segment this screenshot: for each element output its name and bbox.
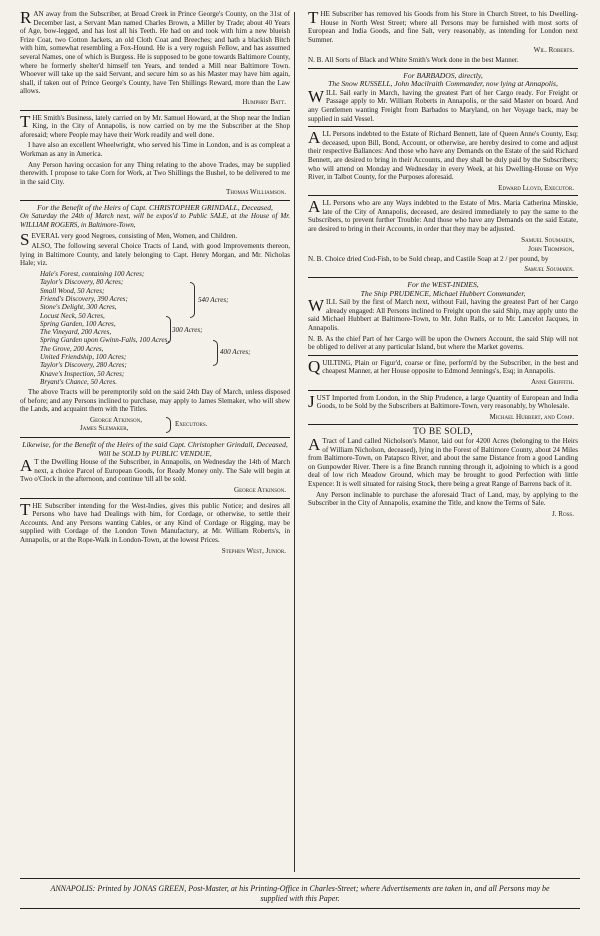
divider (20, 498, 290, 499)
brace (166, 417, 171, 433)
divider (308, 195, 578, 196)
bennett-ad (308, 130, 578, 192)
tract-item: United Friendship, 100 Acres; (40, 353, 127, 361)
tract-list (20, 270, 290, 386)
executors-label: Executors. (175, 419, 208, 428)
imprint: ANNAPOLIS: Printed by JONAS GREEN, Post-Master, at his Printing-Office in Charles-Street; where Advertisements are taken in, and all Persons may be supplied with this Paper. (50, 884, 550, 903)
barbados-ship: The Snow RUSSELL, John Macilraith Commander, now lying at Annapolis, (328, 79, 558, 89)
minskie-signature: Samuel Soumaien, (521, 235, 574, 244)
tract-item: Spring Garden, 100 Acres, (40, 319, 116, 328)
tract-item: Taylor's Discovery, 80 Acres; (40, 278, 124, 287)
tract-item: Bryant's Chance, 50 Acres. (40, 377, 117, 386)
divider (308, 424, 578, 425)
grindall-closing: The above Tracts will be peremptorily sold on the said 24th Day of March, unless disposed of before; and any Persons inclined to purchase, may apply to James Slemaker, who will shew the Lands, and acquaint them with the Titles. (20, 388, 290, 414)
grindall-heading: For the Benefit of the Heirs of Capt. CHRISTOPHER GRINDALL, Deceased, (37, 202, 273, 212)
tract-item: Locust Neck, 50 Acres, (40, 311, 105, 320)
tract-item: Knave's Inspection, 50 Acres; (40, 369, 125, 378)
prudence-ad (308, 281, 578, 352)
divider (308, 390, 578, 391)
left-column (20, 10, 290, 558)
smith-text-2: I have also an excellent Wheelwright, who served his Time in London, and is as compleat a Workman as any in America. (20, 141, 290, 158)
vendue-signature: George Atkinson. (233, 485, 286, 494)
divider (20, 110, 290, 111)
roberts-ad (308, 10, 578, 65)
grindall-ad (20, 204, 290, 434)
vendue-heading: Likewise, for the Benefit of the Heirs of the said Capt. Christopher Grindall, Deceased, (22, 439, 288, 449)
smith-signature: Thomas Williamson. (225, 188, 286, 197)
divider (308, 126, 578, 127)
executor-name: George Atkinson, (90, 415, 143, 424)
smith-ad (20, 111, 290, 197)
sold-text-2: Any Person inclinable to purchase the aforesaid Tract of Land, may, by applying to the Subscriber in the City of Annapolis, examine the Title, and know the Terms of Sale. (308, 490, 578, 508)
tract-item: Hale's Forest, containing 100 Acres; (40, 270, 145, 279)
runaway-ad (20, 10, 290, 107)
right-column (308, 10, 578, 521)
west-ad (20, 499, 290, 556)
quilting-ad (308, 356, 578, 387)
brace-label: 300 Acres; (172, 326, 203, 335)
quilting-text: QUILTING, Plain or Figur'd, coarse or fine, perform'd by the Subscriber, in the best and cheapest Manner, at her House opposite to Edmond Jennings's, Esq; in Annapolis. (308, 356, 578, 376)
minskie-signature: John Thompson, (528, 245, 574, 254)
divider (20, 437, 290, 438)
brace-label: 400 Acres; (220, 348, 251, 357)
footer-rule-top (20, 878, 580, 879)
minskie-ad (308, 199, 578, 274)
vendue-ad (20, 441, 290, 495)
west-text: THE Subscriber intending for the West-Indies, gives this public Notice; and desires all Persons who have had Dealings with him, for Cordage, or otherwise, to settle their Accounts. And any Persons wanting Cables, or any Kind of Cordage or Rigging, may be supplied with Cordage of the London Town Manufactury, at Mr. William Roberts's, in Annapolis, or at the Rope-Walk in London-Town, at the lowest Prices. (20, 499, 290, 544)
divider (308, 277, 578, 278)
footer-rule-bottom (20, 908, 580, 909)
imported-text: JUST Imported from London, in the Ship Prudence, a large Quantity of European and India Goods, to be Sold by the Subscribers at Baltimore-Town, very reasonably, by Wholesale. (308, 391, 578, 411)
tract-item: The Grove, 200 Acres, (40, 344, 104, 353)
executor-name: James Slemaker, (80, 423, 129, 432)
smith-text-3: Any Person having occasion for any Thing relating to the above Trades, may be supplied therewith. I propose to take Corn for Work, at Two Shillings the Bushel, to be delivered to me in the said City. (20, 160, 290, 186)
barbados-heading: For BARBADOS, directly, (403, 70, 483, 80)
divider (20, 200, 290, 201)
barbados-text: WILL Sail early in March, having the greatest Part of her Cargo ready. For Freight or Passage apply to Mr. William Roberts in Annapolis, or the said Master on board. And any Gentlemen wanting Freight from Barbados to Maryland, on her Voyage back, may be supplied in said Vessel. (308, 86, 578, 123)
tract-items (40, 270, 290, 386)
roberts-text: THE Subscriber has removed his Goods from his Store in Church Street, to his Dwelling-House in North West Street; where all Persons may be furnished with most sorts of European and India Goods, and fine Salt, very reasonably, as intending for London next Summer. (308, 8, 578, 44)
roberts-signature: Wil. Roberts. (533, 46, 574, 55)
tract-item: Stone's Delight, 300 Acres, (40, 303, 117, 312)
grindall-also: ALSO, The following several Choice Tracts of Land, with good Improvements thereon, lying in Baltimore County, and lately belonging to Capt. Henry Morgan, and Mr. Nicholas Hale; viz. (20, 242, 290, 268)
tract-item: Friend's Discovery, 390 Acres; (40, 294, 128, 303)
tract-item: Taylor's Discovery, 280 Acres; (40, 361, 127, 370)
tract-item: Small Wood, 50 Acres; (40, 286, 105, 295)
minskie-nb-signature: Samuel Soumaien. (524, 265, 574, 274)
divider (308, 68, 578, 69)
brace-label: 540 Acres; (198, 296, 229, 305)
grindall-negroes: SEVERAL very good Negroes, consisting of Men, Women, and Children. (20, 229, 238, 249)
executors-block (20, 416, 290, 434)
grindall-intro: On Saturday the 24th of March next, will be expos'd to Public SALE, at the House of Mr. WILLIAM ROGERS, in Baltimore-Town, (20, 212, 290, 230)
imported-signature: Michael Hubbert, and Comp. (489, 412, 574, 421)
sold-ad (308, 428, 578, 518)
sold-text: ATract of Land called Nicholson's Manor, laid out for 4200 Acres (belonging to the Heirs of William Nicholson, deceased), lying in the Forest of Baltimore County, about 24 Miles from Baltimore-Town, on Patapsco River, and about the same Distance from a good Landing on Gunpowder River. There is a fine Branch running through it, adjoining to which is a good deal of low rich Meadow Ground, which may be brought to good Perfection with little Expence: It is well situated for raising Stock, there being a great Range of Barrens back of it. (308, 434, 578, 488)
bennett-signature: Edward Lloyd, Executor. (498, 183, 574, 192)
sold-heading: TO BE SOLD, (413, 427, 473, 438)
tract-item: Spring Garden upon Gwinn-Falls, 100 Acres, (40, 336, 170, 345)
quilting-signature: Anne Griffith. (531, 377, 574, 386)
imported-ad (308, 391, 578, 422)
divider (308, 355, 578, 356)
minskie-text: ALL Persons who are any Ways indebted to the Estate of Mrs. Maria Catherina Minskie, late of the City of Annapolis, deceased, are desired immediately to pay the same to the Subscribers, to prevent further Trouble: And those who have any Demands on the said Estate, are desired to bring in their Accounts, in order that they may be adjusted. (308, 197, 578, 234)
smith-text: THE Smith's Business, lately carried on by Mr. Samuel Howard, at the Shop near the Indian King, in the City of Annapolis, is now carried on by me the Subscriber at the Shop aforesaid; where People may have their Work readily and well done. (20, 111, 290, 139)
sold-signature: J. Ross. (552, 509, 574, 518)
barbados-ad (308, 72, 578, 124)
vendue-text: AT the Dwelling House of the Subscriber, in Annapolis, on Wednesday the 14th of March next, a choice Parcel of European Goods, for Ready Money only. The Sale will begin at Two o'Clock in the afternoon, and continue 'till all be sold. (20, 456, 290, 484)
prudence-text: WILL Sail by the first of March next, without Fail, having the greatest Part of her Cargo already engaged: All Persons inclined to Freight upon the said Ship, may apply unto the said Michael Hubbert at Baltimore-Town, to Mr. John Ralls, or to Mr. Lancelot Jacques, in Annapolis. (308, 296, 578, 332)
brace (213, 340, 218, 366)
prudence-ship: The Ship PRUDENCE, Michael Hubbert Commander, (360, 288, 526, 298)
brace (190, 282, 195, 318)
prudence-nb: N. B. As the chief Part of her Cargo will be upon the Owners Account, the said Ship will not be obliged to deliver at any particular Island, but where the Market governs. (308, 334, 578, 352)
west-signature: Stephen West, Junior. (221, 546, 286, 555)
tract-item: The Vineyard, 200 Acres, (40, 328, 112, 337)
roberts-nb: N. B. All Sorts of Black and White Smith's Work done in the best Manner. (308, 55, 519, 64)
column-divider (294, 12, 295, 872)
brace (166, 316, 171, 344)
prudence-heading: For the WEST-INDIES, (407, 280, 479, 290)
runaway-text: RAN away from the Subscriber, at Broad Creek in Prince George's County, on the 31st of December last, a Servant Man named Charles Brown, a Miller by Trade; about 40 Years of Age, bow-legged, and has lost all his Teeth. He had on and took with him a new blueish Frize Coat, two Cotton Jackets, an old Cloth Coat and Breeches; and hath a blackish Bitch with him, somewhat resembling a Fox-Hound. He is a very roguish Fellow, and has assumed several Names, one of which is Burgess. He is supposed to be gone towards Baltimore County, where he formerly shelter'd himself ten Years, and tended a Mill near Baltimore Town. Whoever will take up the said Servant, and secure him so as his Master may have him again, shall, if taken out of Prince George's County, have Ten Shillings Reward, more than the Law allows. (20, 8, 290, 96)
vendue-sub: Will be SOLD by PUBLIC VENDUE, (98, 448, 212, 458)
runaway-signature: Humphry Batt. (242, 97, 286, 106)
bennett-text: ALL Persons indebted to the Estate of Richard Bennett, late of Queen Anne's County, Esq; deceased, upon Bill, Bond, Account, or otherwise, are hereby desired to come and adjust their respective Ballances: And those who have any Demands on the Estate of the said Richard Bennett, are desired to bring in their Accounts, and they shall be duly paid by the Subscribers; who will attend on Monday and Wednesday in every Week, at his Dwelling-House on Wye River, in Talbot County, for the Purposes aforesaid. (308, 128, 578, 182)
minskie-nb: N. B. Choice dried Cod-Fish, to be Sold cheap, and Castile Soap at 2 / per pound, by (308, 254, 549, 263)
